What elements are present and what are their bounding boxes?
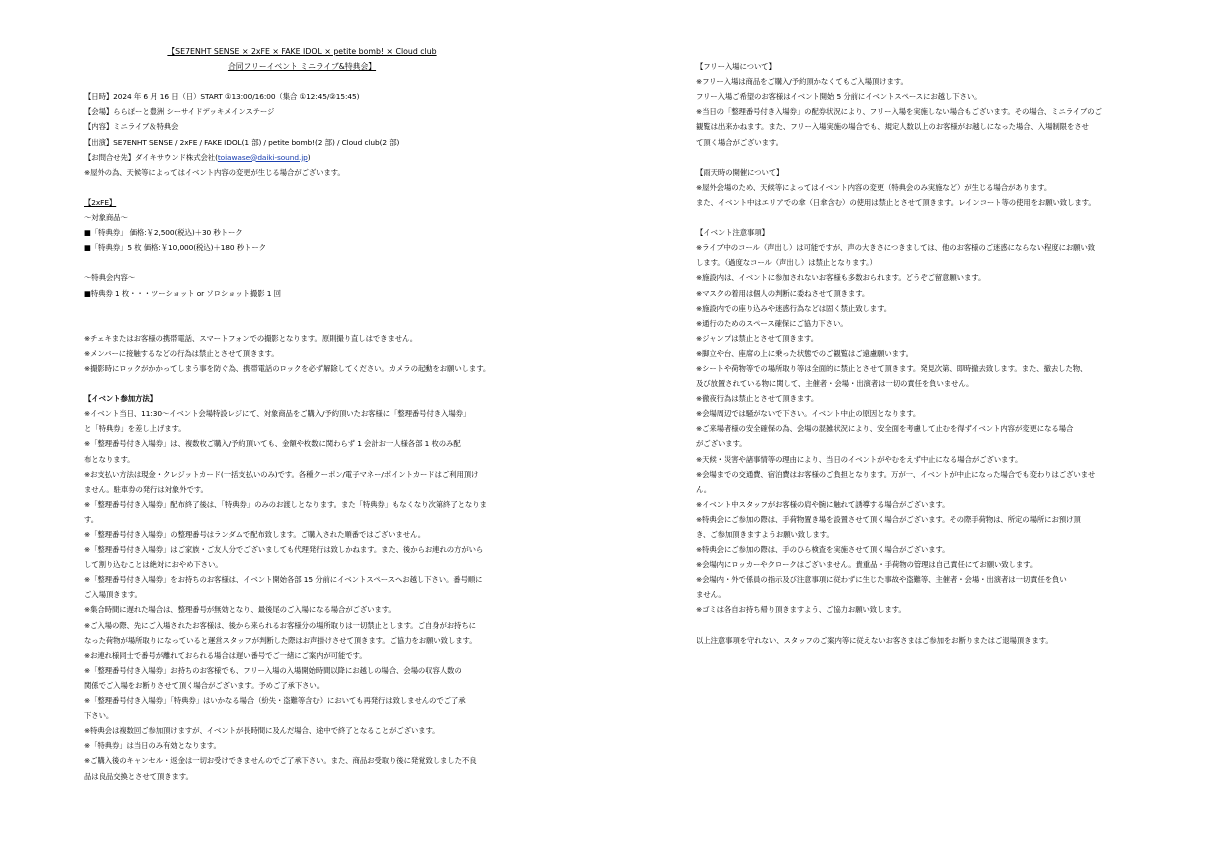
text-line: ※「整理番号付き入場券」配布終了後は、「特典券」のみのお渡しとなります。また「特典券」もなくなり次第終了となりま	[84, 499, 487, 509]
text-line: ※特典会にご参加の際は、手のひら検査を実施させて頂く場合がございます。	[696, 545, 950, 555]
text-line: ※集合時間に遅れた場合は、整理番号が無効となり、最後尾のご入場になる場合がございます。	[84, 605, 396, 615]
text-line: ※天候・災害や諸事情等の理由により、当日のイベントがやむをえず中止になる場合がございます。	[696, 454, 1023, 464]
participation-header: 【イベント参加方法】	[84, 394, 157, 404]
left-column	[84, 44, 520, 784]
text-line: ※「整理番号付き入場券」は、複数枚ご購入/予約頂いても、金額や枚数に関わらず 1 会計お一人様各部 1 枚のみ配	[84, 439, 461, 449]
text-line: き、ご参加頂きますようお願い致します。	[696, 530, 834, 539]
group-header: 【2xFE】	[84, 197, 117, 207]
benefit-item: ■特典券 1 枚・・・ツーショット or ソロショット撮影 1 回	[84, 288, 281, 298]
text-line: して割り込むことは絶対におやめ下さい。	[84, 560, 223, 570]
event-date: 【日時】2024 年 6 月 16 日（日）START ①13:00/16:00（集合 ①12:45/②15:45)	[84, 92, 360, 102]
products-title: ～対象商品～	[84, 213, 128, 223]
text-line: 観覧は出来かねます。また、フリー入場実施の場合でも、規定人数以上のお客様がお越しになった場合、入場制限をさせ	[696, 122, 1089, 132]
text-line: 布となります。	[84, 454, 135, 464]
text-line: ※「整理番号付き入場券」をお持ちのお客様は、イベント開始各部 15 分前にイベントスペースへお越し下さい。番号順に	[84, 575, 483, 585]
text-line: します。（過度なコール（声出し）は禁止となります。）	[696, 258, 877, 268]
text-line: ※「整理番号付き入場券」の整理番号はランダムで配布致します。ご購入された順番ではございません。	[84, 530, 426, 539]
event-contact	[84, 150, 520, 165]
text-line: ※お支払い方法は現金・クレジットカード(一括支払いのみ)です。各種クーポン/電子マネー/ポイントカードはご利用頂け	[84, 469, 479, 479]
rain-header: 【雨天時の開催について】	[696, 167, 784, 177]
text-line: 下さい。	[84, 711, 114, 721]
text-line: ※会場周辺では騒がないで下さい。イベント中止の原因となります。	[696, 409, 921, 419]
outdoor-note: ※屋外の為、天候等によってはイベント内容の変更が生じる場合がございます。	[84, 167, 345, 177]
contact-email-link[interactable]: toiawase@daiki-sound.jp	[217, 152, 308, 162]
photo-notes	[84, 331, 520, 376]
text-line: ※シートや荷物等での場所取り等は全面的に禁止とさせて頂きます。発見次第、即時撤去致します。また、撤去した物、	[696, 363, 1088, 373]
text-line: て頂く場合がございます。	[696, 137, 783, 147]
text-line: ※ご来場者様の安全確保の為、会場の混雑状況により、安全面を考慮して止むを得ずイベント内容が変更になる場合	[696, 424, 1074, 434]
text-line: ん。	[696, 484, 712, 494]
text-line: ※「特典券」は当日のみ有効となります。	[84, 741, 221, 751]
text-line: ※施設内での座り込みや迷惑行為などは固く禁止致します。	[696, 303, 892, 313]
text-line: 及び放置されている物に関して、主催者・会場・出演者は一切の責任を負いません。	[696, 379, 974, 389]
right-column	[696, 44, 1160, 648]
text-line: ※「整理番号付き入場券」「特典券」はいかなる場合（紛失・盗難等含む）においても再発行は致しませんのでご了承	[84, 696, 466, 706]
text-line: ません。駐車券の発行は対象外です。	[84, 484, 208, 494]
closing-note: 以上注意事項を守れない、スタッフのご案内等に従えないお客さまはご参加をお断りまたはご退場頂きます。	[696, 635, 1053, 645]
text-line: ※お連れ様同士で番号が離れておられる場合は遅い番号でご一緒にご案内が可能です。	[84, 650, 367, 660]
text-line: 品は良品交換とさせて頂きます。	[84, 771, 193, 781]
event-content: 【内容】ミニライブ＆特典会	[84, 122, 179, 132]
text-line: ※通行のためのスペース確保にご協力下さい。	[696, 318, 848, 328]
text-line: ※ジャンプは禁止とさせて頂きます。	[696, 333, 819, 343]
text-line: と「特典券」を差し上げます。	[84, 424, 186, 434]
text-line: がございます。	[696, 439, 747, 449]
document-title: 【SE7ENHT SENSE × 2xFE × FAKE IDOL × petite bomb! × Cloud club	[167, 47, 437, 56]
text-line: ※「整理番号付き入場券」お持ちのお客様でも、フリー入場の入場開始時間以降にお越しの場合、会場の収容人数の	[84, 665, 462, 675]
text-line: フリー入場ご希望のお客様はイベント開始 5 分前にイベントスペースにお越し下さい。	[696, 92, 982, 102]
note-line: ※撮影時にロックがかかってしまう事を防ぐ為、携帯電話のロックを必ず解除してください。カメラの起動をお願いします。	[84, 363, 491, 373]
participation-list	[84, 406, 520, 783]
text-line: ※ライブ中のコール（声出し）は可能ですが、声の大きさにつきましては、他のお客様のご迷惑にならない程度にお願い致	[696, 243, 1096, 253]
document-subtitle: 合同フリーイベント ミニライブ&特典会】	[227, 62, 377, 72]
text-line: ※ご購入後のキャンセル・返金は一切お受けできませんのでご了承下さい。また、商品お受取り後に発覚致しました不良	[84, 756, 477, 766]
text-line: ※脚立や台、座席の上に乗った状態でのご観覧はご遠慮願います。	[696, 348, 913, 358]
text-line: ※会場内にロッカーやクロークはございません。貴重品・手荷物の管理は自己責任にてお願い致します。	[696, 560, 1038, 570]
benefits-title: ～特典会内容～	[84, 273, 136, 283]
text-line: ※会場までの交通費、宿泊費はお客様のご負担となります。万が一、イベントが中止になった場合でも変わりはございませ	[696, 469, 1096, 479]
text-line: ※徹夜行為は禁止とさせて頂きます。	[696, 394, 819, 404]
text-line: ※イベント当日、11:30～イベント会場特設レジにて、対象商品をご購入/予約頂いたお客様に「整理番号付き入場券」	[84, 409, 471, 419]
caution-list	[696, 240, 1160, 617]
text-line: ※フリー入場は商品をご購入/予約頂かなくてもご入場頂けます。	[696, 77, 908, 87]
text-line: ※屋外会場のため、天候等によってはイベント内容の変更（特典会のみ実施など）が生じる場合があります。	[696, 182, 1052, 192]
contact-end: )	[307, 152, 311, 162]
product-item: ■「特典券」 価格:￥2,500(税込)＋30 秒トーク	[84, 228, 243, 238]
contact-label: 【お問合せ先】ダイキサウンド株式会社(	[84, 152, 218, 162]
note-line: ※メンバーに接触するなどの行為は禁止とさせて頂きます。	[84, 348, 279, 358]
text-line: 関係でご入場をお断りさせて頂く場合がございます。予めご了承下さい。	[84, 680, 325, 690]
text-line: ※ゴミは各自お持ち帰り頂きますよう、ご協力お願い致します。	[696, 605, 906, 615]
free-entry-header: 【フリー入場について】	[696, 62, 776, 72]
text-line: ※イベント中スタッフがお客様の肩や腕に触れて誘導する場合がございます。	[696, 499, 950, 509]
text-line: なった荷物が場所取りになっていると運営スタッフが判断した際はお声掛けさせて頂きます。ご協力をお願い致します。	[84, 635, 477, 645]
text-line: ※施設内は、イベントに参加されないお客様も多数おられます。どうぞご留意願います。	[696, 273, 986, 283]
event-venue: 【会場】ららぽーと豊洲 シーサイドデッキメインステージ	[84, 107, 275, 117]
text-line: す。	[84, 514, 98, 524]
event-performers: 【出演】SE7ENHT SENSE / 2xFE / FAKE IDOL(1 部) / petite bomb!(2 部) / Cloud club(2 部)	[84, 137, 400, 147]
text-line: ※特典会は複数回ご参加頂けますが、イベントが長時間に及んだ場合、途中で終了となることがございます。	[84, 726, 440, 736]
rain-list	[696, 180, 1160, 210]
text-line: ※特典会にご参加の際は、手荷物置き場を設置させて頂く場合がございます。その際手荷物は、所定の場所にお預け頂	[696, 514, 1081, 524]
text-line: また、イベント中はエリアでの傘（日傘含む）の使用は禁止とさせて頂きます。レインコート等の使用をお願い致します。	[696, 197, 1096, 207]
text-line: ※「整理番号付き入場券」はご家族・ご友人分でございましても代理発行は致しかねます。また、後からお連れの方がいら	[84, 545, 484, 555]
product-item: ■「特典券」5 枚 価格:￥10,000(税込)＋180 秒トーク	[84, 243, 266, 253]
text-line: ※ご入場の際、先にご入場されたお客様は、後から来られるお客様分の場所取りは一切禁止とします。ご自身がお持ちに	[84, 620, 476, 630]
free-entry-list	[696, 74, 1160, 149]
text-line: ご入場頂きます。	[84, 590, 142, 600]
text-line: ※マスクの着用は個人の判断に委ねさせて頂きます。	[696, 288, 870, 298]
text-line: ※当日の「整理番号付き入場券」の配券状況により、フリー入場を実施しない場合もございます。その場合、ミニライブのご	[696, 107, 1102, 117]
text-line: ません。	[696, 590, 726, 600]
caution-header: 【イベント注意事項】	[696, 228, 769, 238]
note-line: ※チェキまたはお客様の携帯電話、スマートフォンでの撮影となります。原則撮り直しはできません。	[84, 333, 418, 343]
text-line: ※会場内・外で係員の指示及び注意事項に従わずに生じた事故や盗難等、主催者・会場・出演者は一切責任を負い	[696, 575, 1067, 585]
